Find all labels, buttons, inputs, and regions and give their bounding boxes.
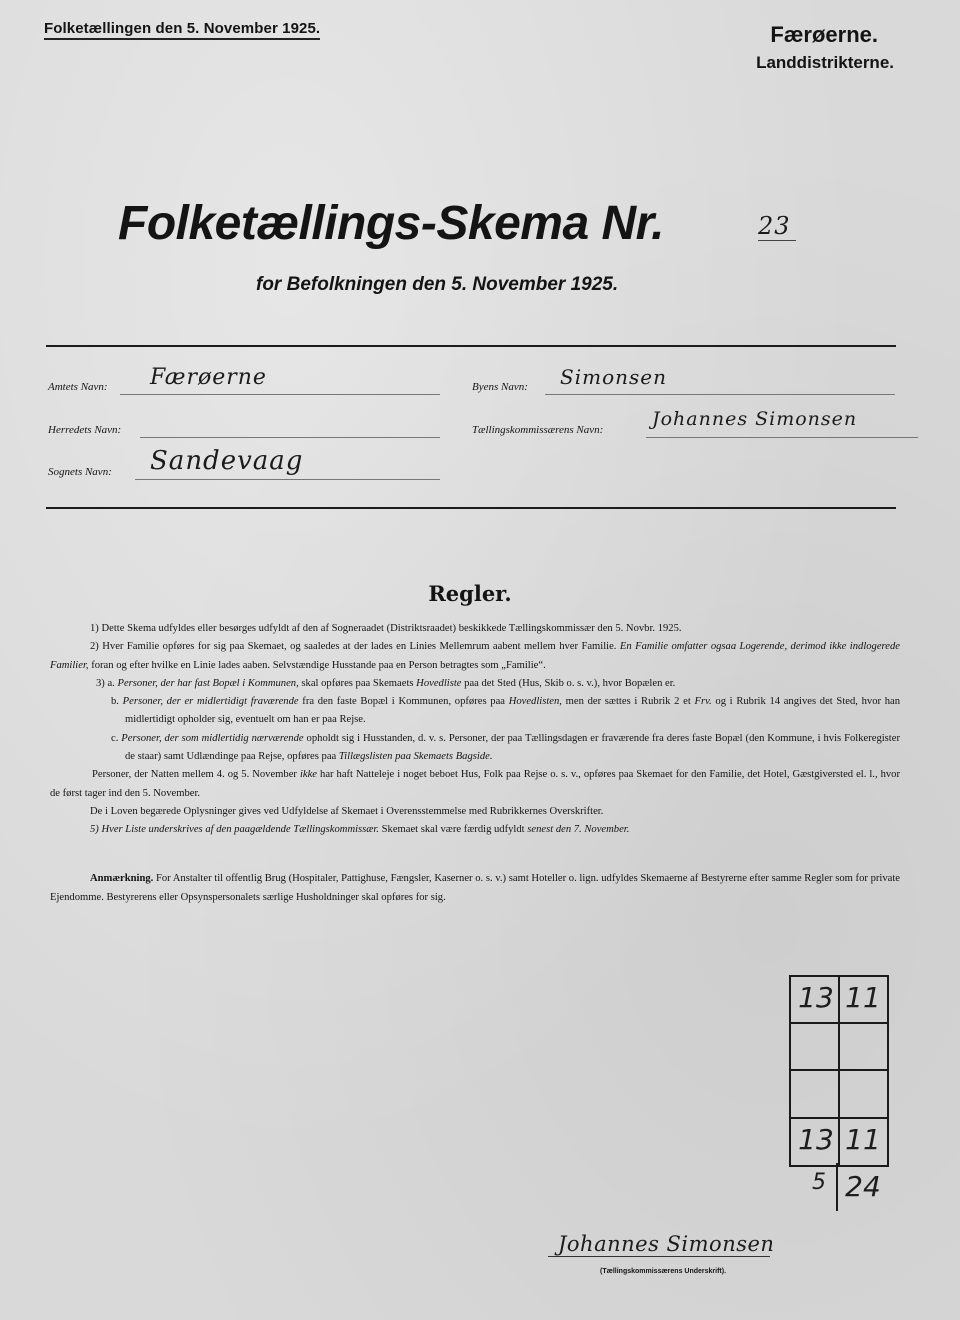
herred-line (140, 436, 440, 438)
mid-rule (46, 507, 896, 509)
rule-3a: 3) a. Personer, der har fast Bopæl i Kommunen, skal opføres paa Skemaets Hovedliste paa det Sted (Hus, Skib o. s. v.), hvor Bopælen er. (96, 677, 676, 689)
note-text: For Anstalter til offentlig Brug (Hospitaler, Pattighuse, Fængsler, Kaserner o. s. v.) samt Hoteller o. lign. udfyldes Skemaerne af Bestyrerne efter samme Regler som for private Ejendomme. Bestyrerens eller Opsynspersonalets særlige Husholdninger skal opføres for sig. (50, 873, 900, 903)
amt-line (120, 393, 440, 395)
by-line (545, 393, 895, 395)
annotation-note (50, 870, 900, 907)
signature-caption: (Tællingskommissærens Underskrift). (600, 1268, 727, 1275)
rules-text (50, 620, 900, 840)
header-region: Færøerne. (770, 22, 878, 47)
rule-3c: c. Personer, der som midlertidig nærværende opholdt sig i Husstanden, d. v. s. Personer, der paa Tællingsdagen er fraværende fra deres faste Bopæl (den Kommune, i hvis Folkeregister de staar) samt Udlændinge paa Rejse, opføres paa Tillægslisten paa Skemaets Bagside. (111, 732, 900, 763)
by-value: Simonsen (560, 365, 667, 389)
form-number: 23 (758, 212, 796, 241)
rule-3b: b. Personer, der er midlertidigt fraværende fra den faste Bopæl i Kommunen, opføres paa Hovedlisten, men der sættes i Rubrik 2 et Frv. og i Rubrik 14 angives det Sted, hvor han midlertidigt opholder sig, eventuelt om han er paa Rejse. (111, 696, 901, 726)
tally-cell: 11 (845, 981, 881, 1014)
header-census-date: Folketællingen den 5. November 1925. (44, 20, 320, 40)
rule-2: 2) Hver Familie opføres for sig paa Skemaet, og saaledes at der lades en Linies Mellemrum aabent mellem hver Familie. En Familie omfatter ogsaa Logerende, derimod ikke indlogerede Familier, foran og efter hvilke en Linie lades aaben. Selvstændige Husstande paa en Person betragtes som „Familie“. (50, 641, 900, 671)
form-title: Folketællings-Skema Nr. (118, 197, 665, 250)
note-label: Anmærkning. (90, 873, 154, 884)
amt-value: Færøerne (150, 365, 267, 390)
top-rule (46, 345, 896, 347)
sogn-line (135, 478, 440, 480)
kommissaer-value: Johannes Simonsen (652, 408, 858, 430)
header-district-type: Landdistrikterne. (756, 53, 894, 72)
rule-4: Personer, der Natten mellem 4. og 5. November ikke har haft Natteleje i noget beboet Hus, Folk paa Rejse o. s. v., opføres paa Skemaet for den Familie, det Hotel, Gæstgiversted el. l., hvor de først tager ind den 5. November. (50, 769, 900, 799)
tally-below-left: 5 (812, 1170, 826, 1195)
sogn-label: Sognets Navn: (48, 466, 112, 478)
rule-6: 5) Hver Liste underskrives af den paagældende Tællingskommissær. Skemaet skal være færdig udfyldt senest den 7. November. (90, 824, 630, 836)
rule-1: 1) Dette Skema udfyldes eller besørges udfyldt af den af Sogneraadet (Distriktsraadet) beskikkede Tællingskommissær den 5. Novbr. 1925. (90, 623, 682, 634)
signature-line (548, 1256, 770, 1257)
tally-below-right: 24 (845, 1170, 881, 1203)
signature: Johannes Simonsen (558, 1232, 775, 1256)
sogn-value: Sandevaag (150, 446, 304, 476)
tally-cell: 13 (798, 981, 834, 1014)
by-label: Byens Navn: (472, 381, 528, 393)
herred-label: Herredets Navn: (48, 424, 122, 436)
tally-cell: 13 (798, 1123, 834, 1156)
kommissaer-label: Tællingskommissærens Navn: (472, 424, 604, 436)
tally-cell: 11 (845, 1123, 881, 1156)
kommissaer-line (646, 436, 918, 438)
rules-heading: Regler. (428, 581, 512, 606)
form-subtitle: for Befolkningen den 5. November 1925. (256, 274, 619, 295)
amt-label: Amtets Navn: (48, 381, 108, 393)
rule-5: De i Loven begærede Oplysninger gives ved Udfyldelse af Skemaet i Overensstemmelse med Rubrikkernes Overskrifter. (90, 805, 604, 817)
tally-grid (789, 975, 889, 1167)
